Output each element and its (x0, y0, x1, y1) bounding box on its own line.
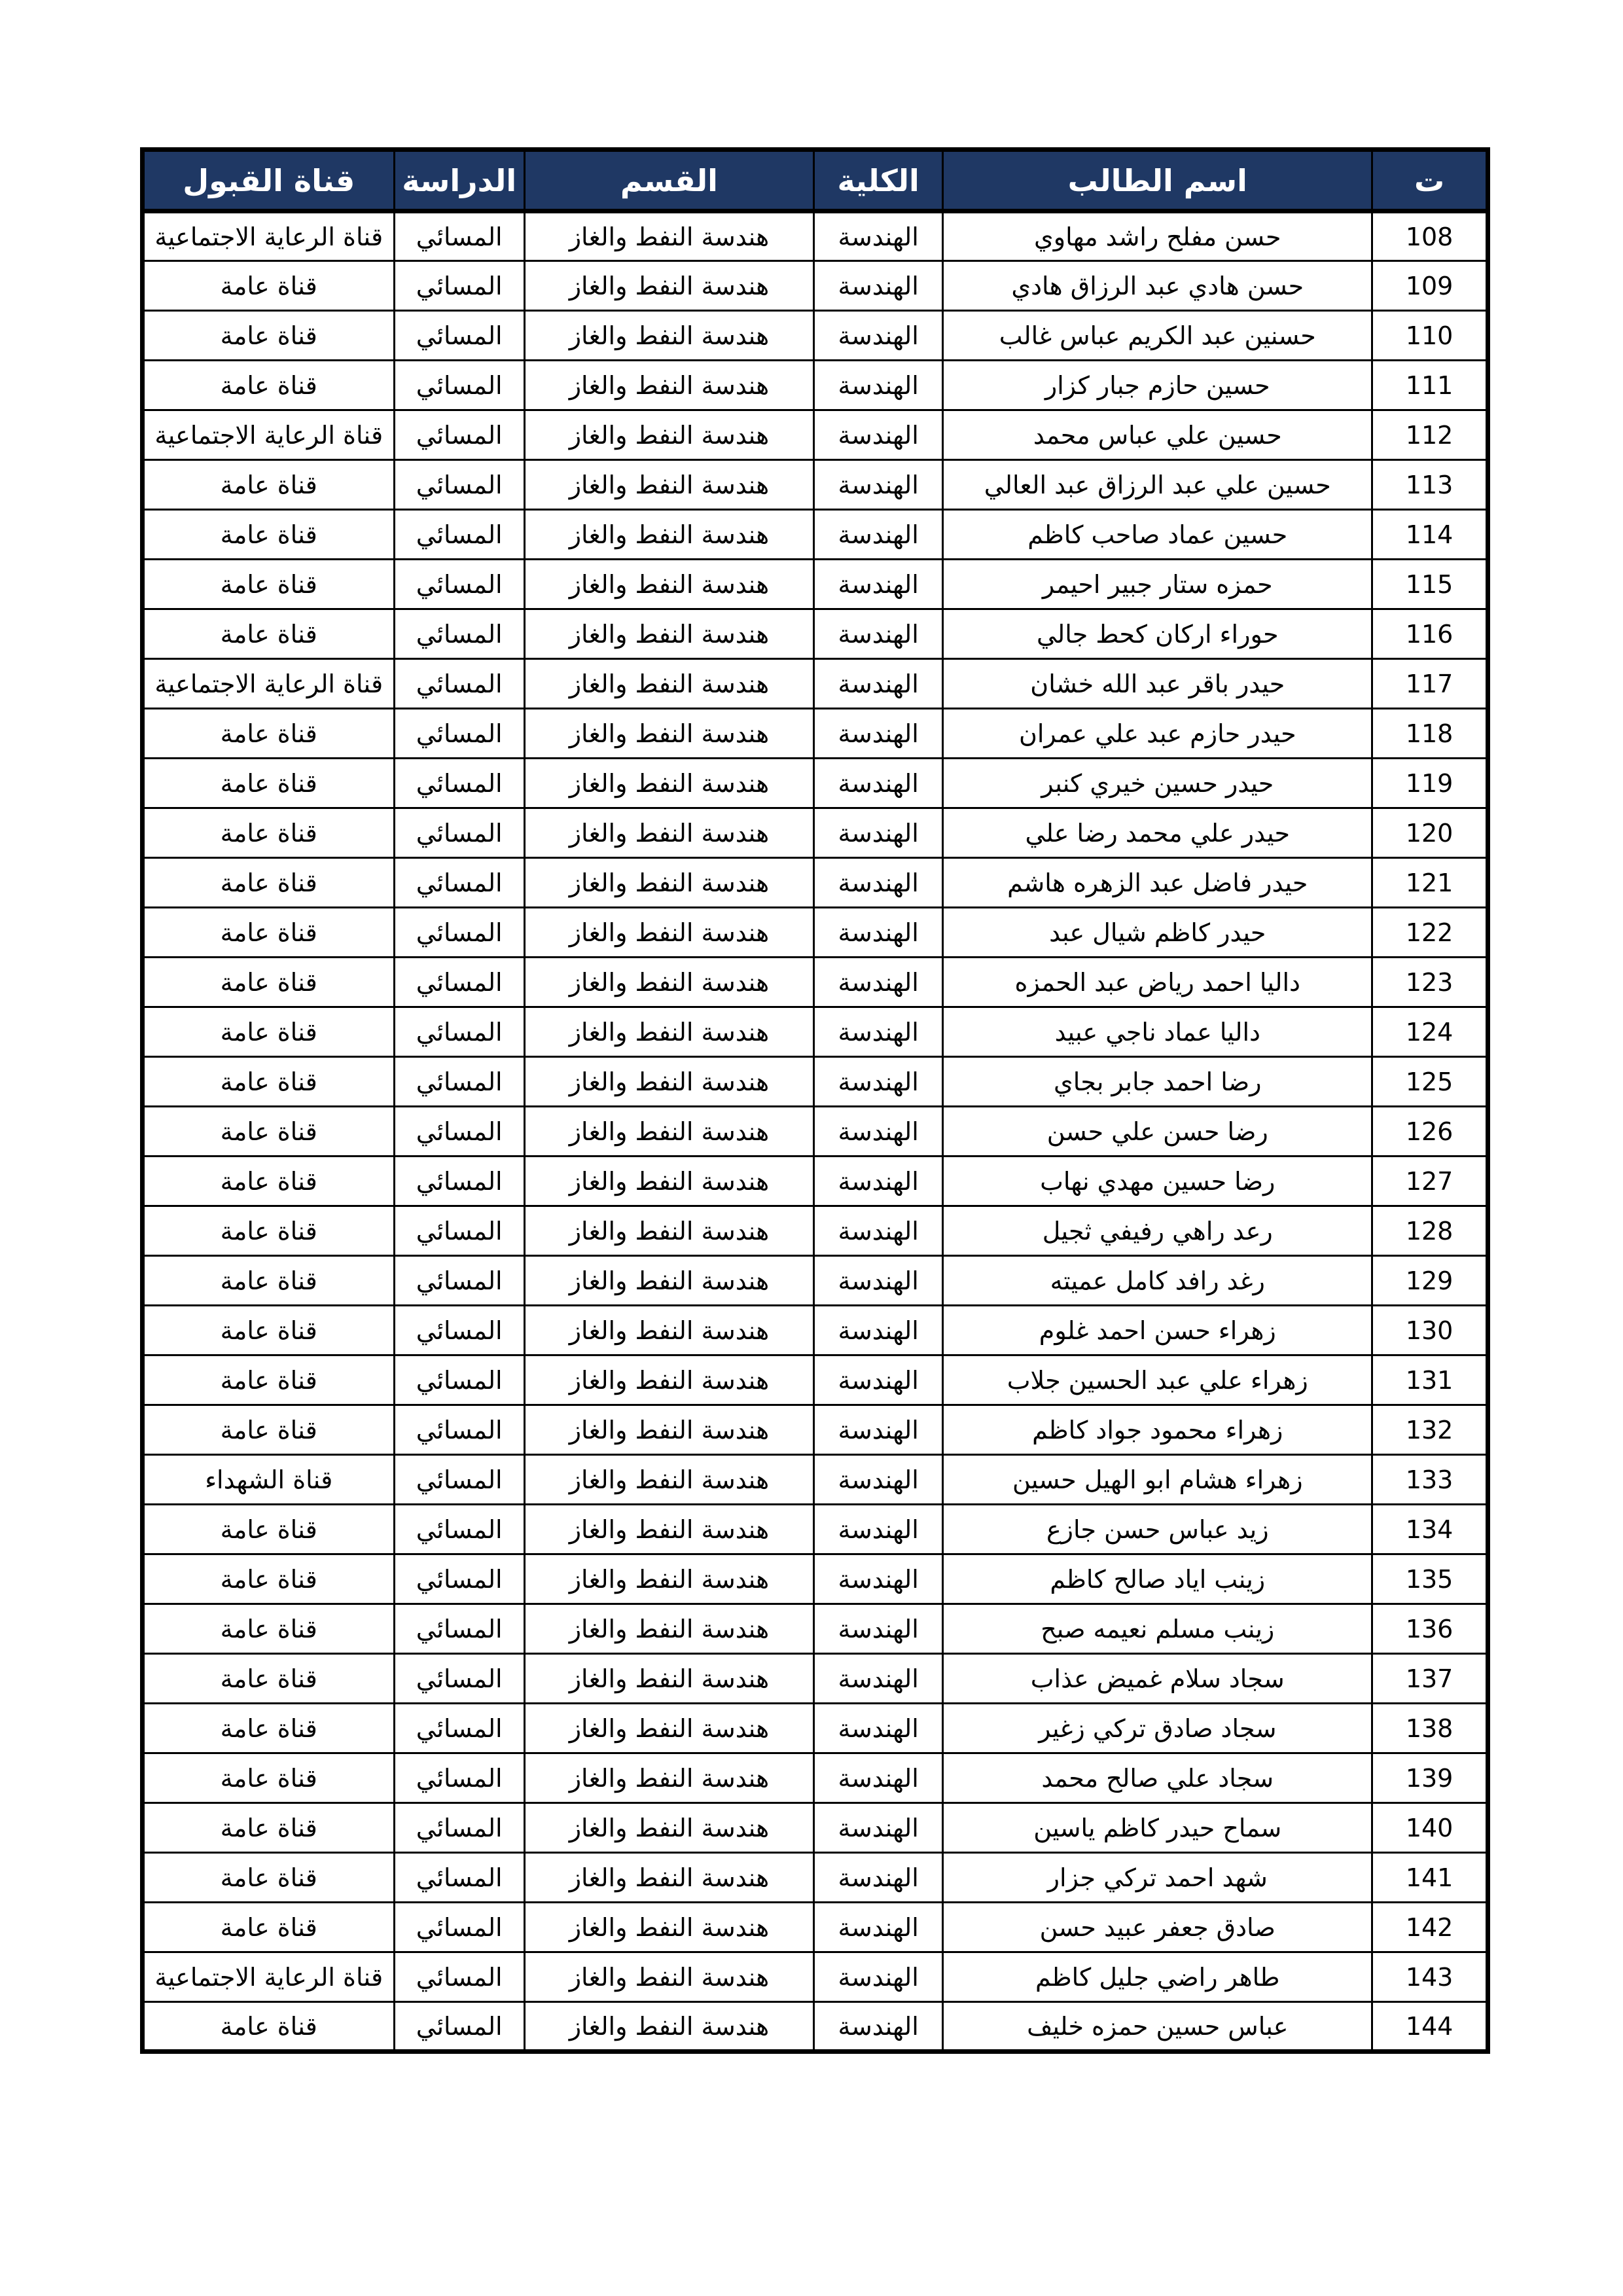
table-row (143, 1903, 1488, 1952)
cell-student-name: رضا حسن علي حسن (943, 1107, 1372, 1157)
cell-number: 136 (1372, 1604, 1488, 1654)
cell-department: هندسة النفط والغاز (524, 1604, 813, 1654)
cell-admission-channel: قناة عامة (143, 1405, 395, 1455)
cell-college: الهندسة (813, 609, 942, 659)
table-row (143, 1952, 1488, 2002)
cell-college: الهندسة (813, 1256, 942, 1306)
cell-student-name: حسين علي عباس محمد (943, 410, 1372, 460)
cell-college: الهندسة (813, 1803, 942, 1853)
cell-department: هندسة النفط والغاز (524, 510, 813, 560)
cell-number: 123 (1372, 958, 1488, 1007)
table-row (143, 858, 1488, 908)
cell-college: الهندسة (813, 1604, 942, 1654)
table-row (143, 1256, 1488, 1306)
cell-department: هندسة النفط والغاز (524, 1405, 813, 1455)
cell-student-name: حسين علي عبد الرزاق عبد العالي (943, 460, 1372, 510)
cell-number: 108 (1372, 211, 1488, 261)
cell-number: 138 (1372, 1704, 1488, 1753)
table-row (143, 1206, 1488, 1256)
cell-department: هندسة النفط والغاز (524, 1753, 813, 1803)
cell-student-name: حيدر كاظم شيال عبد (943, 908, 1372, 958)
cell-department: هندسة النفط والغاز (524, 460, 813, 510)
cell-college: الهندسة (813, 1853, 942, 1903)
table-row (143, 1455, 1488, 1505)
cell-student-name: حيدر علي محمد رضا علي (943, 808, 1372, 858)
cell-admission-channel: قناة الرعاية الاجتماعية (143, 410, 395, 460)
cell-study-type: المسائي (394, 1903, 524, 1952)
table-row (143, 1554, 1488, 1604)
cell-student-name: حمزه ستار جبير احيمر (943, 560, 1372, 609)
cell-college: الهندسة (813, 1554, 942, 1604)
cell-study-type: المسائي (394, 1007, 524, 1057)
cell-study-type: المسائي (394, 858, 524, 908)
table-row (143, 759, 1488, 808)
cell-college: الهندسة (813, 1753, 942, 1803)
cell-department: هندسة النفط والغاز (524, 1256, 813, 1306)
cell-number: 115 (1372, 560, 1488, 609)
cell-admission-channel: قناة عامة (143, 1306, 395, 1355)
cell-number: 111 (1372, 361, 1488, 410)
cell-admission-channel: قناة عامة (143, 1256, 395, 1306)
cell-department: هندسة النفط والغاز (524, 759, 813, 808)
cell-admission-channel: قناة عامة (143, 1654, 395, 1704)
cell-department: هندسة النفط والغاز (524, 1107, 813, 1157)
cell-admission-channel: قناة عامة (143, 808, 395, 858)
table-row (143, 311, 1488, 361)
cell-college: الهندسة (813, 908, 942, 958)
table-row (143, 1157, 1488, 1206)
cell-department: هندسة النفط والغاز (524, 1206, 813, 1256)
header-row (143, 150, 1488, 211)
cell-study-type: المسائي (394, 659, 524, 709)
cell-student-name: زينب مسلم نعيمه صبح (943, 1604, 1372, 1654)
table-row (143, 560, 1488, 609)
cell-admission-channel: قناة عامة (143, 958, 395, 1007)
cell-college: الهندسة (813, 1007, 942, 1057)
cell-number: 135 (1372, 1554, 1488, 1604)
table-row (143, 1505, 1488, 1554)
cell-admission-channel: قناة عامة (143, 1903, 395, 1952)
cell-college: الهندسة (813, 361, 942, 410)
cell-admission-channel: قناة عامة (143, 908, 395, 958)
cell-number: 144 (1372, 2002, 1488, 2052)
table-row (143, 1405, 1488, 1455)
cell-number: 140 (1372, 1803, 1488, 1853)
table-row (143, 1306, 1488, 1355)
cell-number: 120 (1372, 808, 1488, 858)
cell-college: الهندسة (813, 1505, 942, 1554)
cell-number: 137 (1372, 1654, 1488, 1704)
cell-department: هندسة النفط والغاز (524, 1007, 813, 1057)
cell-department: هندسة النفط والغاز (524, 808, 813, 858)
cell-number: 113 (1372, 460, 1488, 510)
cell-admission-channel: قناة عامة (143, 609, 395, 659)
cell-admission-channel: قناة الرعاية الاجتماعية (143, 1952, 395, 2002)
cell-college: الهندسة (813, 510, 942, 560)
cell-number: 121 (1372, 858, 1488, 908)
cell-admission-channel: قناة عامة (143, 709, 395, 759)
cell-number: 114 (1372, 510, 1488, 560)
cell-student-name: حسين عماد صاحب كاظم (943, 510, 1372, 560)
cell-department: هندسة النفط والغاز (524, 560, 813, 609)
cell-department: هندسة النفط والغاز (524, 261, 813, 311)
cell-number: 109 (1372, 261, 1488, 311)
cell-student-name: عباس حسين حمزه خليف (943, 2002, 1372, 2052)
cell-college: الهندسة (813, 560, 942, 609)
col-header-no: ت (1372, 150, 1488, 211)
cell-number: 132 (1372, 1405, 1488, 1455)
cell-department: هندسة النفط والغاز (524, 709, 813, 759)
cell-student-name: حسين حازم جبار كزار (943, 361, 1372, 410)
cell-number: 139 (1372, 1753, 1488, 1803)
col-header-name: اسم الطالب (943, 150, 1372, 211)
cell-study-type: المسائي (394, 1256, 524, 1306)
col-header-dept: القسم (524, 150, 813, 211)
cell-admission-channel: قناة عامة (143, 510, 395, 560)
cell-study-type: المسائي (394, 1505, 524, 1554)
table-row (143, 261, 1488, 311)
cell-admission-channel: قناة عامة (143, 1057, 395, 1107)
cell-number: 127 (1372, 1157, 1488, 1206)
cell-study-type: المسائي (394, 1604, 524, 1654)
cell-department: هندسة النفط والغاز (524, 361, 813, 410)
cell-student-name: زينب اياد صالح كاظم (943, 1554, 1372, 1604)
cell-admission-channel: قناة عامة (143, 1107, 395, 1157)
cell-number: 130 (1372, 1306, 1488, 1355)
cell-student-name: سجاد صادق تركي زغير (943, 1704, 1372, 1753)
cell-number: 141 (1372, 1853, 1488, 1903)
cell-study-type: المسائي (394, 908, 524, 958)
cell-student-name: زهراء علي عبد الحسين جلاب (943, 1355, 1372, 1405)
table-row (143, 709, 1488, 759)
cell-student-name: سماح حيدر كاظم ياسين (943, 1803, 1372, 1853)
cell-study-type: المسائي (394, 1157, 524, 1206)
cell-number: 125 (1372, 1057, 1488, 1107)
cell-number: 128 (1372, 1206, 1488, 1256)
cell-admission-channel: قناة عامة (143, 1206, 395, 1256)
cell-number: 116 (1372, 609, 1488, 659)
cell-college: الهندسة (813, 1704, 942, 1753)
cell-college: الهندسة (813, 1206, 942, 1256)
cell-department: هندسة النفط والغاز (524, 609, 813, 659)
cell-number: 122 (1372, 908, 1488, 958)
cell-department: هندسة النفط والغاز (524, 1505, 813, 1554)
cell-department: هندسة النفط والغاز (524, 211, 813, 261)
cell-study-type: المسائي (394, 1057, 524, 1107)
table-row (143, 1753, 1488, 1803)
cell-student-name: رضا احمد جابر بجاي (943, 1057, 1372, 1107)
cell-department: هندسة النفط والغاز (524, 1057, 813, 1107)
cell-department: هندسة النفط والغاز (524, 1704, 813, 1753)
col-header-channel: قناة القبول (143, 150, 395, 211)
cell-study-type: المسائي (394, 510, 524, 560)
cell-admission-channel: قناة عامة (143, 1753, 395, 1803)
cell-number: 133 (1372, 1455, 1488, 1505)
cell-student-name: حسنين عبد الكريم عباس غالب (943, 311, 1372, 361)
cell-study-type: المسائي (394, 1803, 524, 1853)
cell-study-type: المسائي (394, 460, 524, 510)
cell-admission-channel: قناة عامة (143, 1803, 395, 1853)
table-row (143, 1355, 1488, 1405)
cell-department: هندسة النفط والغاز (524, 1654, 813, 1704)
cell-student-name: صادق جعفر عبيد حسن (943, 1903, 1372, 1952)
cell-department: هندسة النفط والغاز (524, 1355, 813, 1405)
cell-number: 119 (1372, 759, 1488, 808)
table-row (143, 1704, 1488, 1753)
cell-college: الهندسة (813, 759, 942, 808)
cell-student-name: طاهر راضي جليل كاظم (943, 1952, 1372, 2002)
cell-number: 134 (1372, 1505, 1488, 1554)
cell-admission-channel: قناة عامة (143, 460, 395, 510)
cell-student-name: حيدر حسين خيري كنبر (943, 759, 1372, 808)
cell-student-name: حسن هادي عبد الرزاق هادي (943, 261, 1372, 311)
cell-college: الهندسة (813, 958, 942, 1007)
cell-student-name: حيدر فاضل عبد الزهره هاشم (943, 858, 1372, 908)
cell-student-name: رغد رافد كامل عميته (943, 1256, 1372, 1306)
cell-number: 131 (1372, 1355, 1488, 1405)
cell-college: الهندسة (813, 2002, 942, 2052)
cell-study-type: المسائي (394, 1554, 524, 1604)
cell-student-name: سجاد علي صالح محمد (943, 1753, 1372, 1803)
cell-study-type: المسائي (394, 609, 524, 659)
cell-admission-channel: قناة عامة (143, 1604, 395, 1654)
cell-college: الهندسة (813, 858, 942, 908)
cell-department: هندسة النفط والغاز (524, 908, 813, 958)
cell-study-type: المسائي (394, 311, 524, 361)
cell-department: هندسة النفط والغاز (524, 1803, 813, 1853)
table-row (143, 211, 1488, 261)
students-table (140, 147, 1490, 2054)
cell-college: الهندسة (813, 659, 942, 709)
cell-college: الهندسة (813, 1057, 942, 1107)
cell-study-type: المسائي (394, 2002, 524, 2052)
cell-study-type: المسائي (394, 1405, 524, 1455)
table-row (143, 1803, 1488, 1853)
cell-student-name: رعد راهي رفيفي ثجيل (943, 1206, 1372, 1256)
table-row (143, 958, 1488, 1007)
cell-admission-channel: قناة عامة (143, 1355, 395, 1405)
cell-admission-channel: قناة عامة (143, 1157, 395, 1206)
cell-student-name: سجاد سلام غميض عذاب (943, 1654, 1372, 1704)
table-row (143, 609, 1488, 659)
cell-number: 124 (1372, 1007, 1488, 1057)
cell-student-name: داليا عماد ناجي عبيد (943, 1007, 1372, 1057)
cell-study-type: المسائي (394, 361, 524, 410)
cell-department: هندسة النفط والغاز (524, 311, 813, 361)
cell-college: الهندسة (813, 1952, 942, 2002)
table-row (143, 410, 1488, 460)
cell-student-name: زهراء حسن احمد غلوم (943, 1306, 1372, 1355)
cell-student-name: حيدر باقر عبد الله خشان (943, 659, 1372, 709)
cell-study-type: المسائي (394, 709, 524, 759)
cell-student-name: زيد عباس حسن جازع (943, 1505, 1372, 1554)
cell-department: هندسة النفط والغاز (524, 1952, 813, 2002)
cell-study-type: المسائي (394, 261, 524, 311)
cell-number: 129 (1372, 1256, 1488, 1306)
cell-department: هندسة النفط والغاز (524, 1455, 813, 1505)
cell-admission-channel: قناة عامة (143, 361, 395, 410)
cell-study-type: المسائي (394, 1704, 524, 1753)
cell-admission-channel: قناة عامة (143, 1704, 395, 1753)
cell-admission-channel: قناة عامة (143, 1007, 395, 1057)
cell-admission-channel: قناة الشهداء (143, 1455, 395, 1505)
cell-number: 142 (1372, 1903, 1488, 1952)
table-row (143, 908, 1488, 958)
cell-admission-channel: قناة عامة (143, 858, 395, 908)
cell-study-type: المسائي (394, 759, 524, 808)
cell-college: الهندسة (813, 1455, 942, 1505)
cell-number: 118 (1372, 709, 1488, 759)
cell-student-name: شهد احمد تركي جزار (943, 1853, 1372, 1903)
table-row (143, 1007, 1488, 1057)
cell-department: هندسة النفط والغاز (524, 659, 813, 709)
table-row (143, 460, 1488, 510)
cell-number: 126 (1372, 1107, 1488, 1157)
cell-college: الهندسة (813, 1903, 942, 1952)
cell-college: الهندسة (813, 410, 942, 460)
table-row (143, 1654, 1488, 1704)
table-row (143, 510, 1488, 560)
table-row (143, 2002, 1488, 2052)
table-row (143, 1107, 1488, 1157)
table-row (143, 361, 1488, 410)
cell-student-name: رضا حسين مهدي نهاب (943, 1157, 1372, 1206)
cell-admission-channel: قناة عامة (143, 1505, 395, 1554)
cell-study-type: المسائي (394, 808, 524, 858)
table-row (143, 808, 1488, 858)
cell-admission-channel: قناة الرعاية الاجتماعية (143, 211, 395, 261)
cell-admission-channel: قناة عامة (143, 1853, 395, 1903)
cell-college: الهندسة (813, 211, 942, 261)
cell-study-type: المسائي (394, 1306, 524, 1355)
col-header-college: الكلية (813, 150, 942, 211)
cell-student-name: حوراء اركان كحط جالي (943, 609, 1372, 659)
cell-college: الهندسة (813, 1654, 942, 1704)
table-header (143, 150, 1488, 211)
cell-admission-channel: قناة الرعاية الاجتماعية (143, 659, 395, 709)
cell-college: الهندسة (813, 1355, 942, 1405)
cell-department: هندسة النفط والغاز (524, 1903, 813, 1952)
cell-college: الهندسة (813, 1157, 942, 1206)
cell-college: الهندسة (813, 311, 942, 361)
table-row (143, 1057, 1488, 1107)
cell-college: الهندسة (813, 1306, 942, 1355)
cell-department: هندسة النفط والغاز (524, 1853, 813, 1903)
table-row (143, 1604, 1488, 1654)
cell-study-type: المسائي (394, 958, 524, 1007)
cell-study-type: المسائي (394, 560, 524, 609)
cell-study-type: المسائي (394, 1952, 524, 2002)
cell-student-name: زهراء هشام ابو الهيل حسين (943, 1455, 1372, 1505)
cell-department: هندسة النفط والغاز (524, 1554, 813, 1604)
cell-study-type: المسائي (394, 1455, 524, 1505)
cell-study-type: المسائي (394, 1355, 524, 1405)
cell-admission-channel: قناة عامة (143, 311, 395, 361)
cell-study-type: المسائي (394, 211, 524, 261)
cell-department: هندسة النفط والغاز (524, 1306, 813, 1355)
cell-admission-channel: قناة عامة (143, 560, 395, 609)
cell-admission-channel: قناة عامة (143, 1554, 395, 1604)
cell-department: هندسة النفط والغاز (524, 2002, 813, 2052)
cell-college: الهندسة (813, 1405, 942, 1455)
table-body (143, 211, 1488, 2052)
cell-study-type: المسائي (394, 410, 524, 460)
cell-admission-channel: قناة عامة (143, 2002, 395, 2052)
cell-college: الهندسة (813, 460, 942, 510)
cell-study-type: المسائي (394, 1107, 524, 1157)
cell-study-type: المسائي (394, 1853, 524, 1903)
col-header-study: الدراسة (394, 150, 524, 211)
cell-department: هندسة النفط والغاز (524, 1157, 813, 1206)
cell-department: هندسة النفط والغاز (524, 410, 813, 460)
table-row (143, 659, 1488, 709)
table-row (143, 1853, 1488, 1903)
cell-student-name: داليا احمد رياض عبد الحمزه (943, 958, 1372, 1007)
cell-student-name: زهراء محمود جواد كاظم (943, 1405, 1372, 1455)
cell-admission-channel: قناة عامة (143, 261, 395, 311)
cell-college: الهندسة (813, 1107, 942, 1157)
cell-student-name: حسن مفلح راشد مهاوي (943, 211, 1372, 261)
cell-college: الهندسة (813, 709, 942, 759)
cell-number: 110 (1372, 311, 1488, 361)
cell-department: هندسة النفط والغاز (524, 858, 813, 908)
cell-study-type: المسائي (394, 1753, 524, 1803)
cell-study-type: المسائي (394, 1206, 524, 1256)
cell-college: الهندسة (813, 261, 942, 311)
cell-number: 112 (1372, 410, 1488, 460)
cell-admission-channel: قناة عامة (143, 759, 395, 808)
cell-number: 143 (1372, 1952, 1488, 2002)
cell-number: 117 (1372, 659, 1488, 709)
cell-department: هندسة النفط والغاز (524, 958, 813, 1007)
cell-college: الهندسة (813, 808, 942, 858)
cell-student-name: حيدر حازم عبد علي عمران (943, 709, 1372, 759)
cell-study-type: المسائي (394, 1654, 524, 1704)
